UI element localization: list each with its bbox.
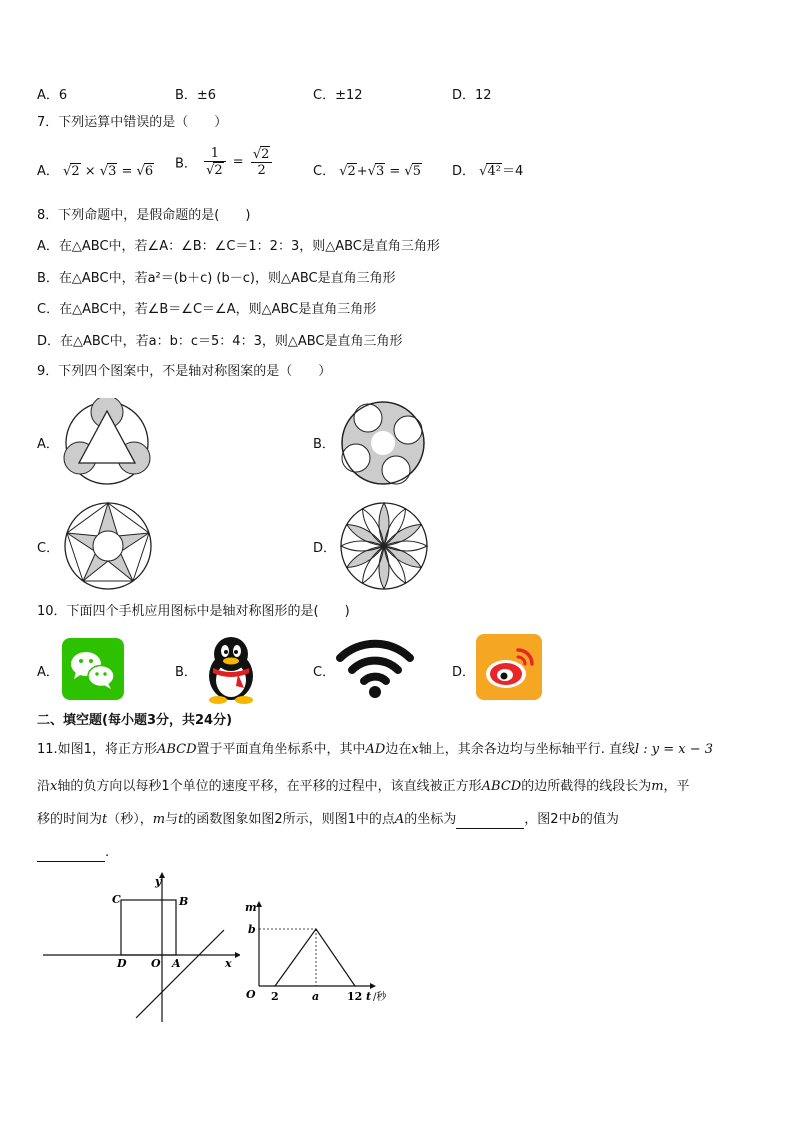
q7-c-expression: √2+√3 = √5 [339,164,421,179]
q7-option-b: B． $\frac{1}{√2}$ = $\frac{√2}{2}$ [175,146,275,178]
q9-label-b: B． [313,437,335,452]
wifi-icon [336,636,414,700]
tick-a: a [312,990,320,1003]
q8-stem: 8．下列命题中，是假命题的是( ) [37,208,251,223]
figure-2-function-graph [242,895,402,1010]
q10-label-c: C． [313,665,336,680]
q8-option-b: B．在△ABC中，若a²＝(b＋c) (b－c)，则△ABC是直角三角形 [37,271,396,286]
line-l [136,930,224,1018]
label-c: C [112,893,121,906]
q10-label-a: A． [37,665,59,680]
label-t: t [366,990,372,1003]
label-y: y [155,875,162,888]
q11-line-1 [37,741,713,759]
q6-option-c: C．±12 [313,88,363,103]
q11-line-equation: l : y = x − 3 [634,742,714,757]
q6-option-a: A．6 [37,88,68,103]
q11-line-4 [37,844,109,862]
q11-var-x: x [50,779,58,794]
square-abcd [121,900,176,955]
q7-stem: 7．下列运算中错误的是（ ） [37,115,228,130]
q9-pattern-b [338,398,428,488]
m-t-graph [275,929,355,986]
q9-pattern-c [62,500,154,592]
q11-var-m: m [651,779,664,794]
label-unit: /秒 [373,992,387,1003]
q9-stem: 9．下列四个图案中，不是轴对称图案的是（ ） [37,364,332,379]
q7-d-rhs: ＝4 [501,164,524,179]
q9-label-c: C． [37,541,60,556]
q11-text: 置于平面直角坐标系中，其中 [196,742,366,757]
q7-option-c [313,160,422,179]
q7-b-left-fraction: $\frac{1}{√2}$ [204,146,226,178]
q11-var-abcd: ABCD [481,779,522,794]
label-b: b [248,923,256,936]
q11-text: ，图2中 [524,812,572,827]
label-d: D [117,957,127,970]
q11-text: 的值为 [579,812,619,827]
q7-option-a [37,160,154,179]
q11-line-2 [37,778,690,796]
label-a: A [172,957,181,970]
q11-answer-blank-1[interactable] [456,814,524,829]
q11-text: 与 [165,812,179,827]
q11-text: 沿 [37,779,51,794]
q11-var-abcd: ABCD [156,742,197,757]
label-x: x [225,957,232,970]
q8-option-c: C．在△ABC中，若∠B＝∠C＝∠A，则△ABC是直角三角形 [37,302,377,317]
tick-2: 2 [271,990,279,1003]
q11-text: 的边所截得的线段长为 [521,779,652,794]
q11-var-ad: AD [365,742,386,757]
q11-var-a: A [394,812,405,827]
q9-label-d: D． [313,541,337,556]
wechat-icon [62,638,124,700]
qq-penguin-icon [198,634,264,704]
option-label: C． [313,164,336,179]
weibo-icon [476,634,542,700]
q10-stem: 10．下面四个手机应用图标中是轴对称图形的是( ) [37,604,350,619]
q11-text: （秒）， [107,812,153,827]
q11-text: 轴上，其余各边均与坐标轴平行. 直线 [418,742,635,757]
q11-var-t: t [178,812,184,827]
label-m: m [245,901,257,914]
q8-option-a: A．在△ABC中，若∠A：∠B：∠C＝1：2：3，则△ABC是直角三角形 [37,239,440,254]
q10-label-d: D． [452,665,476,680]
q11-var-t: t [102,812,108,827]
tick-12: 12 [347,990,363,1003]
q11-var-x: x [411,742,419,757]
q11-text: . [105,845,110,860]
figure-1-coordinate-square [40,870,240,1025]
q7-d-expression: √4² [479,164,501,179]
section-heading-fill-blank: 二、填空题(每小题3分，共24分) [37,713,233,728]
q8-option-d: D．在△ABC中，若a：b：c＝5：4：3，则△ABC是直角三角形 [37,334,403,349]
q7-a-expression: √2 × √3 = √6 [63,164,154,179]
label-o: O [151,957,161,970]
q11-text: 移的时间为 [37,812,103,827]
q11-answer-blank-2[interactable] [37,847,105,862]
q9-pattern-d [338,500,430,592]
option-label: B． [175,156,197,172]
q9-pattern-a [62,398,152,488]
q11-text: 11.如图1，将正方形 [37,742,157,757]
option-label: A． [37,164,59,179]
q9-label-a: A． [37,437,59,452]
q11-text: 轴的负方向以每秒1个单位的速度平移，在平移的过程中，该直线被正方形 [57,779,482,794]
q7-b-right-fraction: $\frac{√2}{2}$ [251,146,273,178]
q11-text: ，平 [663,779,690,794]
q11-text: 的坐标为 [404,812,457,827]
q6-option-b: B．±6 [175,88,217,103]
label-o: O [246,988,256,1001]
q11-text: 边在 [385,742,412,757]
option-label: D． [452,164,476,179]
q11-var-b: b [571,812,580,827]
q10-label-b: B． [175,665,197,680]
q11-text: 的函数图象如图2所示，则图1中的点 [183,812,395,827]
q11-line-3 [37,811,619,829]
q6-option-d: D．12 [452,88,492,103]
q7-option-d [452,160,523,179]
label-b: B [179,895,189,908]
q11-var-m: m [152,812,166,827]
